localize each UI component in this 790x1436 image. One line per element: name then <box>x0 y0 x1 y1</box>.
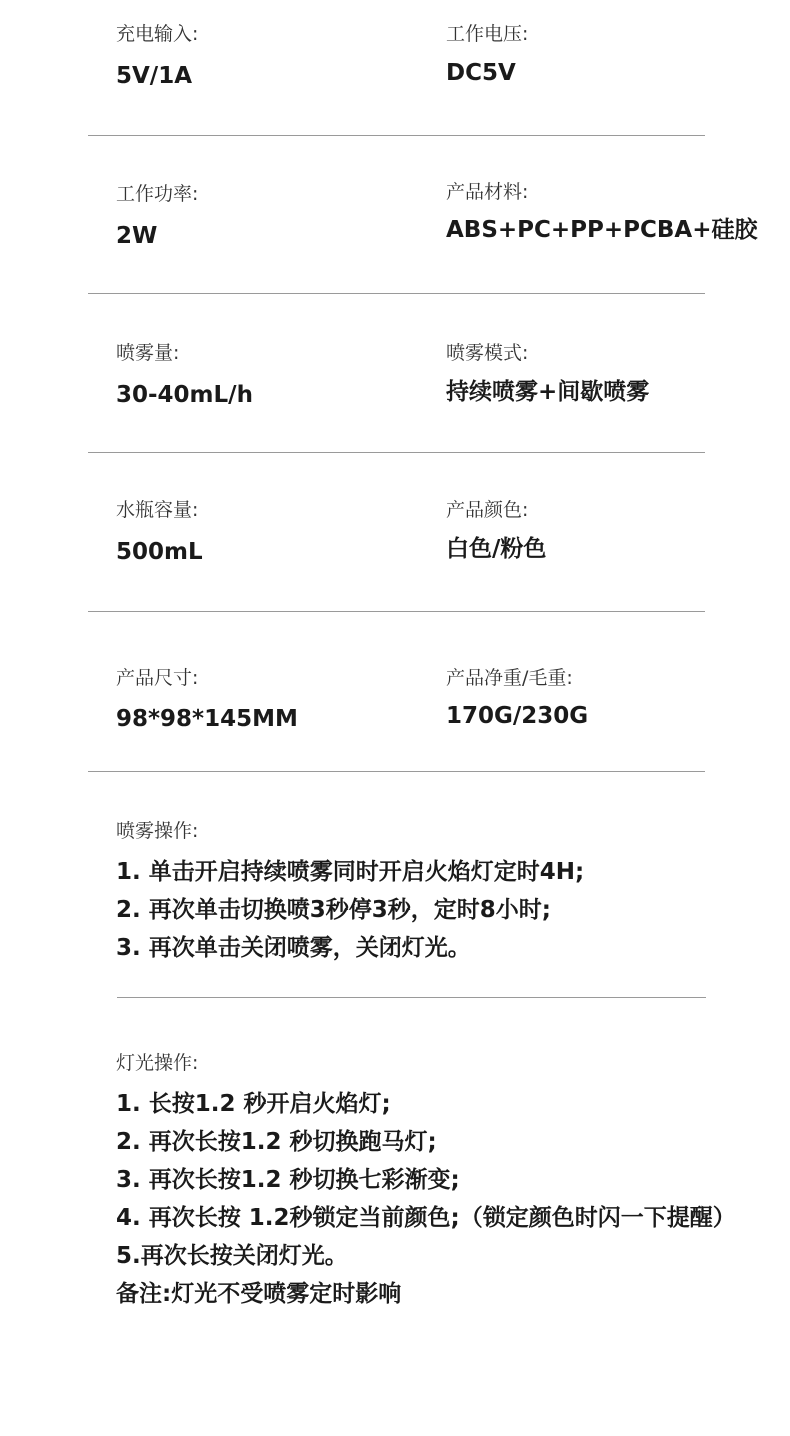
spec-value-bottle-capacity: 500mL <box>116 539 203 565</box>
divider <box>88 135 705 136</box>
spec-value-charging-input: 5V/1A <box>116 63 193 89</box>
light-operation-line: 3. 再次长按1.2 秒切换七彩渐变; <box>116 1167 460 1193</box>
spec-label-charging-input: 充电输入: <box>116 23 199 45</box>
spray-operation-line: 3. 再次单击关闭喷雾，关闭灯光。 <box>116 935 471 961</box>
spec-value-working-voltage: DC5V <box>446 60 516 86</box>
spec-value-dimensions: 98*98*145MM <box>116 706 298 732</box>
spec-label-material: 产品材料: <box>446 181 529 203</box>
spec-value-weight: 170G/230G <box>446 703 589 729</box>
divider <box>88 452 705 453</box>
spec-label-color: 产品颜色: <box>446 499 529 521</box>
divider <box>88 611 705 612</box>
spray-operation-line: 2. 再次单击切换喷3秒停3秒，定时8小时; <box>116 897 551 923</box>
spec-label-spray-volume: 喷雾量: <box>116 342 180 364</box>
light-operation-line: 5.再次长按关闭灯光。 <box>116 1243 348 1269</box>
spec-value-color: 白色/粉色 <box>446 536 547 562</box>
light-operation-title: 灯光操作: <box>116 1052 199 1074</box>
divider <box>88 771 705 772</box>
spec-label-power: 工作功率: <box>116 183 199 205</box>
light-operation-line: 2. 再次长按1.2 秒切换跑马灯; <box>116 1129 437 1155</box>
light-operation-line: 1. 长按1.2 秒开启火焰灯; <box>116 1091 391 1117</box>
spec-label-working-voltage: 工作电压: <box>446 23 529 45</box>
spec-value-spray-volume: 30-40mL/h <box>116 382 253 408</box>
light-operation-note: 备注:灯光不受喷雾定时影响 <box>116 1281 402 1307</box>
divider <box>117 997 706 998</box>
spec-value-spray-mode: 持续喷雾+间歇喷雾 <box>446 379 650 405</box>
spec-value-material: ABS+PC+PP+PCBA+硅胶 <box>446 217 758 243</box>
divider <box>88 293 705 294</box>
spec-value-power: 2W <box>116 223 158 249</box>
spec-label-spray-mode: 喷雾模式: <box>446 342 529 364</box>
spray-operation-title: 喷雾操作: <box>116 820 199 842</box>
light-operation-line: 4. 再次长按 1.2秒锁定当前颜色;（锁定颜色时闪一下提醒） <box>116 1205 736 1231</box>
spec-label-dimensions: 产品尺寸: <box>116 667 199 689</box>
spray-operation-line: 1. 单击开启持续喷雾同时开启火焰灯定时4H; <box>116 859 585 885</box>
spec-label-weight: 产品净重/毛重: <box>446 667 573 689</box>
spec-label-bottle-capacity: 水瓶容量: <box>116 499 199 521</box>
